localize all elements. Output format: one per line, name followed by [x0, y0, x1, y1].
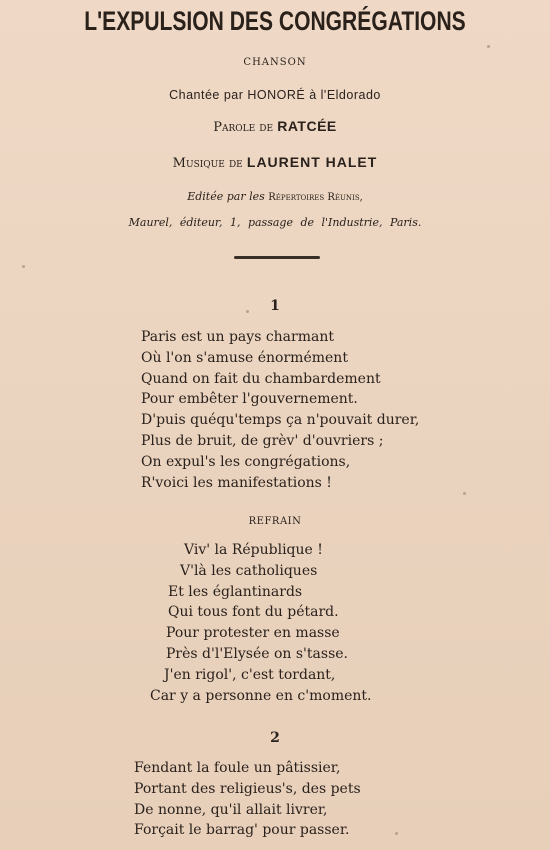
composer-prefix: Musique de	[172, 156, 243, 171]
verse-line: On expul's les congrégations,	[141, 453, 351, 470]
verse-2	[134, 758, 361, 841]
refrain-heading: REFRAIN	[248, 516, 302, 527]
verse-line: Portant des religieus's, des pets	[134, 780, 361, 797]
paper-speck	[487, 45, 490, 48]
composer-line	[0, 154, 550, 171]
publisher-line: Maurel, éditeur, 1, passage de l'Industrie, Paris.	[128, 216, 422, 229]
composer-name: LAURENT HALET	[246, 154, 378, 170]
refrain-line: J'en rigol', c'est tordant,	[164, 666, 336, 683]
paper-speck	[246, 310, 249, 313]
verse-line: Pour embêter l'gouvernement.	[141, 391, 358, 408]
lyricist-prefix: Parole de	[213, 120, 274, 135]
verse-line: Fendant la foule un pâtissier,	[134, 760, 341, 776]
verse-number: 1	[270, 298, 280, 314]
verse-1	[141, 327, 419, 493]
paper-speck	[395, 832, 398, 835]
lyricist-name: RATCÉE	[277, 118, 337, 134]
verse-line: R'voici les manifestations !	[141, 474, 332, 491]
verse-number: 2	[270, 730, 280, 746]
refrain-line: Pour protester en masse	[166, 625, 340, 642]
edited-prefix: Editée par les	[187, 190, 265, 203]
verse-line: De nonne, qu'il allait livrer,	[134, 801, 328, 818]
refrain-line: V'là les catholiques	[180, 562, 318, 579]
edited-line	[0, 190, 550, 203]
verse-line: D'puis quéqu'temps ça n'pouvait durer,	[141, 412, 420, 429]
song-title: L'EXPULSION DES CONGRÉGATIONS	[84, 6, 466, 36]
refrain-line: Et les églantinards	[168, 583, 303, 600]
refrain-line: Viv' la République !	[184, 542, 323, 558]
paper-speck	[22, 265, 25, 268]
refrain-line: Près d'l'Elysée on s'tasse.	[166, 645, 348, 662]
verse-line: Forçait le barrag' pour passer.	[134, 822, 350, 839]
lyricist-line	[0, 118, 550, 135]
refrain	[150, 540, 371, 706]
refrain-line: Qui tous font du pétard.	[168, 604, 339, 621]
verse-line: Paris est un pays charmant	[141, 329, 334, 345]
verse-line: Quand on fait du chambardement	[141, 370, 381, 387]
sung-by-line: Chantée par HONORÉ à l'Eldorado	[169, 88, 381, 102]
verse-line: Où l'on s'amuse énormément	[141, 349, 348, 366]
song-subtitle: CHANSON	[243, 57, 307, 68]
refrain-line: Car y a personne en c'moment.	[150, 687, 372, 704]
divider-rule	[234, 256, 320, 259]
edited-name: Répertoires Réunis,	[268, 192, 363, 203]
verse-line: Plus de bruit, de grèv' d'ouvriers ;	[141, 432, 384, 449]
paper-speck	[463, 492, 466, 495]
